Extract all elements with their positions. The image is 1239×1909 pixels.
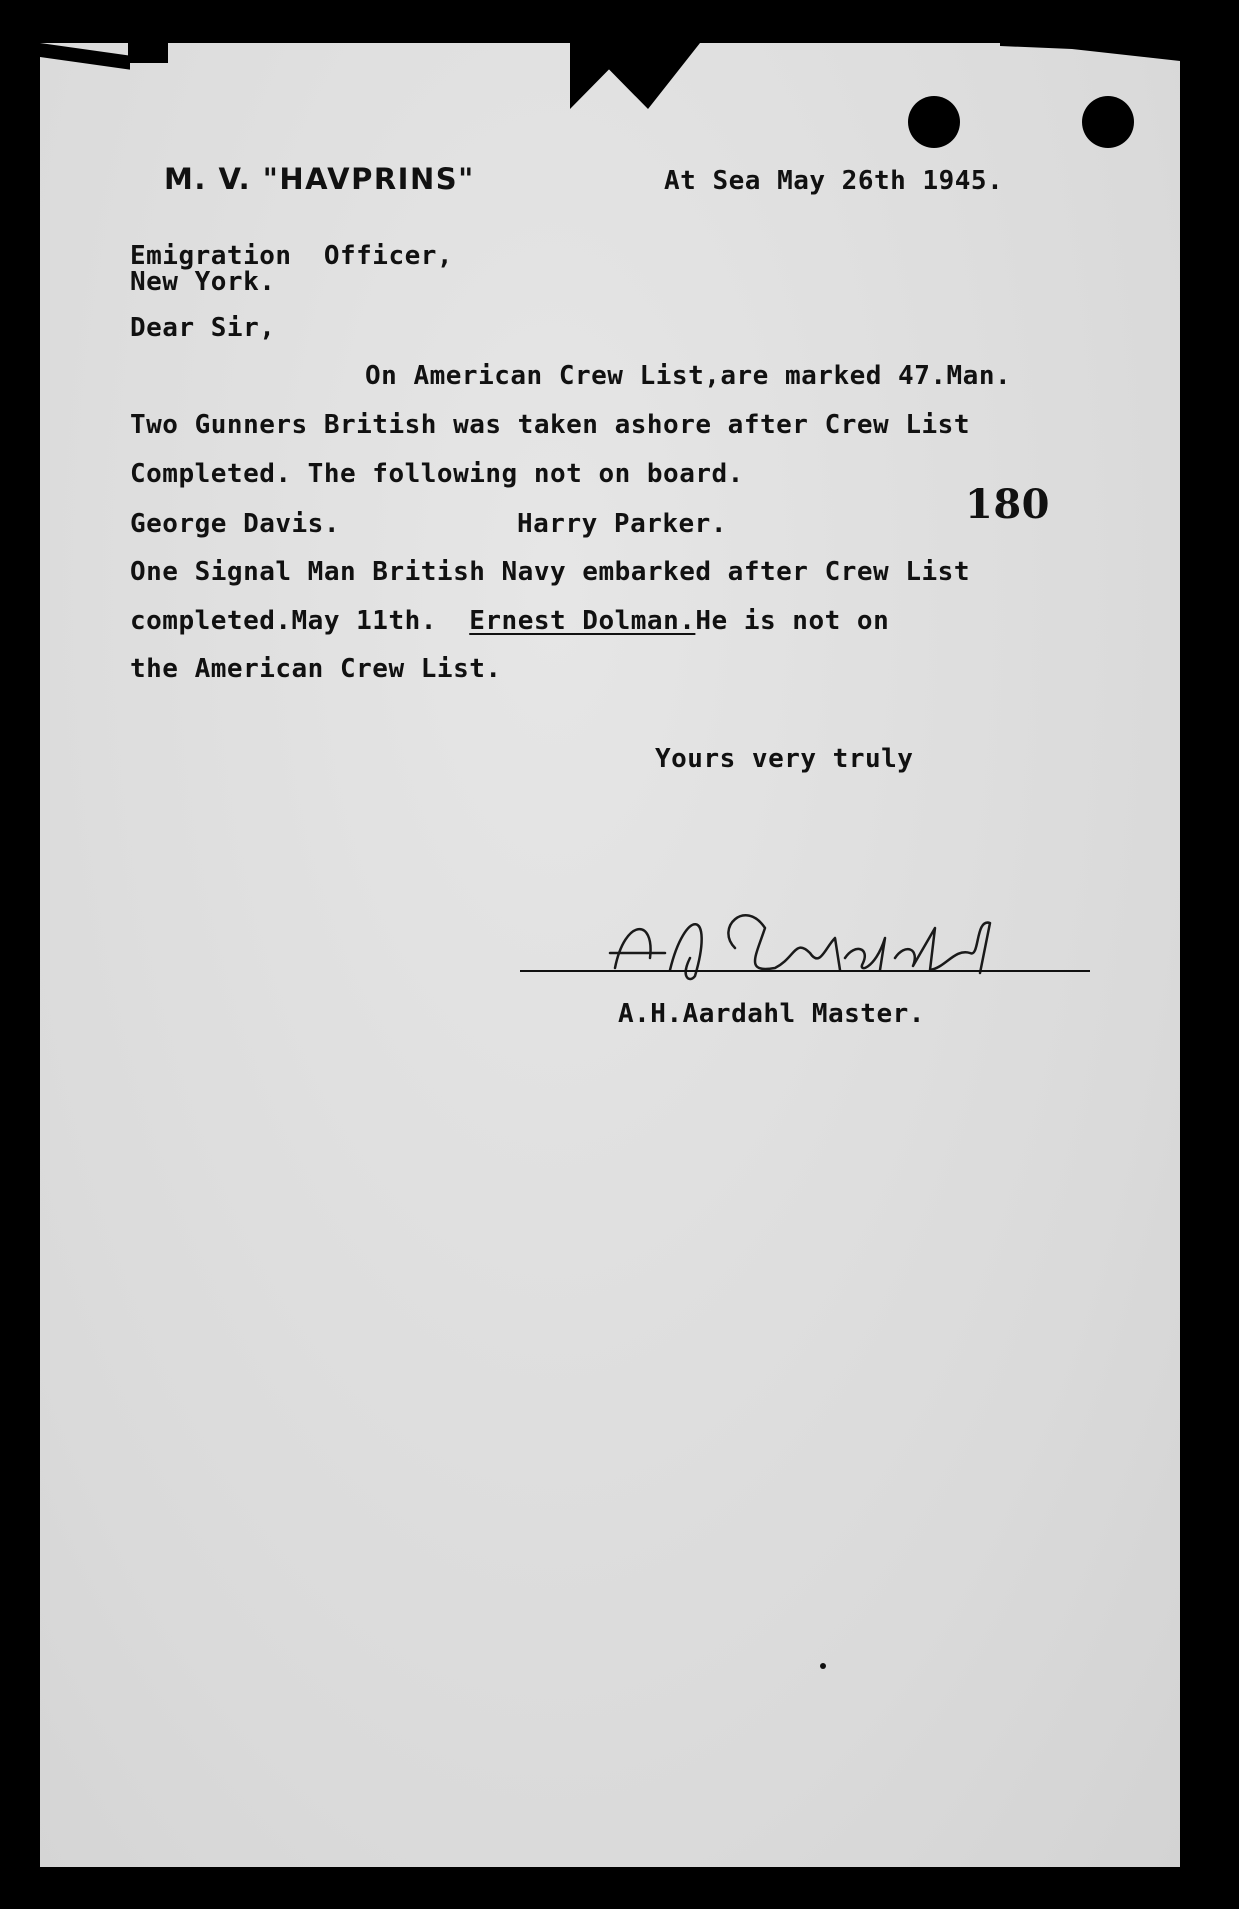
- handwritten-signature: [595, 898, 1045, 988]
- torn-edge: [40, 43, 130, 70]
- underlined-name: Ernest Dolman.: [469, 606, 696, 636]
- recipient-line: Emigration Officer,: [130, 241, 454, 271]
- body-text: He is not on: [695, 606, 890, 636]
- body-line: On American Crew List,are marked 47.Man.: [365, 361, 1012, 391]
- salutation: Dear Sir,: [130, 313, 276, 343]
- stamp-number: 180: [965, 481, 1050, 528]
- body-line: [130, 608, 889, 634]
- closing: Yours very truly: [655, 744, 914, 774]
- document-page: [40, 43, 1180, 1867]
- torn-edge: [1000, 43, 1180, 73]
- recipient-line: New York.: [130, 267, 276, 297]
- torn-edge: [128, 43, 168, 63]
- body-line: the American Crew List.: [130, 654, 502, 684]
- punch-hole: [1082, 96, 1134, 148]
- signatory: A.H.Aardahl Master.: [618, 999, 925, 1029]
- torn-edge: [570, 43, 700, 109]
- punch-hole: [908, 96, 960, 148]
- body-text: completed.May 11th.: [130, 606, 470, 636]
- ink-speck: [820, 1663, 826, 1669]
- crew-name: Harry Parker.: [517, 509, 727, 539]
- body-line: One Signal Man British Navy embarked after Crew List: [130, 557, 970, 587]
- signature-line: [520, 970, 1090, 972]
- body-line: Two Gunners British was taken ashore after Crew List: [130, 410, 970, 440]
- letterhead: M. V. "HAVPRINS": [164, 162, 475, 196]
- crew-name: George Davis.: [130, 509, 340, 539]
- body-line: Completed. The following not on board.: [130, 459, 744, 489]
- dateline: At Sea May 26th 1945.: [664, 166, 1004, 196]
